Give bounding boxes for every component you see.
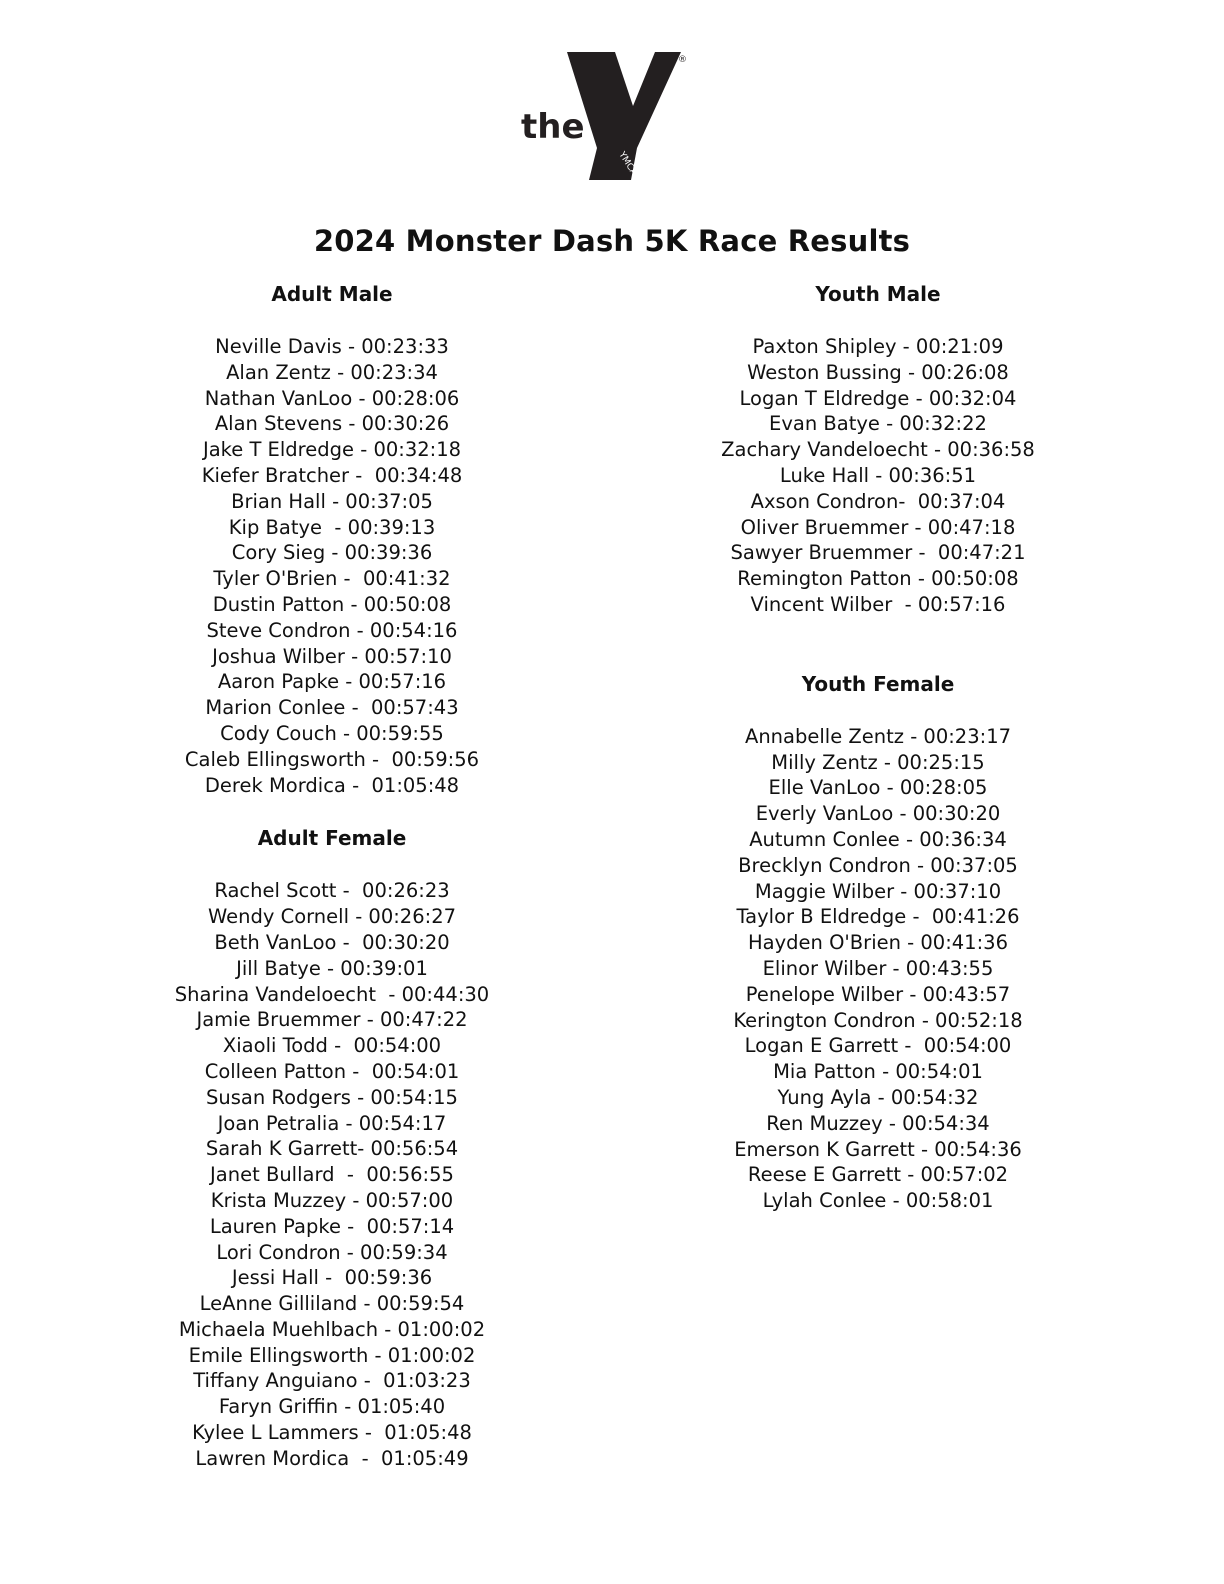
result-entry: Susan Rodgers - 00:54:15 — [206, 1085, 458, 1109]
result-entry: Xiaoli Todd - 00:54:00 — [222, 1034, 442, 1058]
logo-word-the: the — [521, 107, 585, 147]
result-entry: Hayden O'Brien - 00:41:36 — [748, 931, 1008, 955]
result-entry: Maggie Wilber - 00:37:10 — [754, 879, 1002, 903]
result-entry: Kerington Condron - 00:52:18 — [733, 1008, 1023, 1032]
result-entry: Weston Bussing - 00:26:08 — [747, 360, 1009, 384]
result-entry: Reese E Garrett - 00:57:02 — [747, 1163, 1009, 1187]
result-entry: Sharina Vandeloecht - 00:44:30 — [174, 982, 490, 1006]
adult-male-heading: Adult Male — [271, 282, 393, 306]
result-entry: Janet Bullard - 00:56:55 — [210, 1163, 454, 1187]
result-entry: Paxton Shipley - 00:21:09 — [752, 335, 1004, 358]
result-entry: Emerson K Garrett - 00:54:36 — [734, 1137, 1022, 1161]
result-entry: Jake T Eldredge - 00:32:18 — [202, 438, 462, 462]
result-entry: Tiffany Anguiano - 01:03:23 — [193, 1369, 471, 1393]
result-entry: Joan Petralia - 00:54:17 — [217, 1111, 447, 1135]
result-entry: Rachel Scott - 00:26:23 — [214, 879, 450, 903]
result-entry: Lori Condron - 00:59:34 — [216, 1240, 448, 1264]
result-entry: Krista Muzzey - 00:57:00 — [210, 1188, 454, 1212]
logo-ymca-text: YMCA — [616, 150, 639, 178]
result-entry: Luke Hall - 00:36:51 — [779, 463, 977, 487]
adult-female-heading: Adult Female — [257, 826, 407, 851]
ymca-y-mark — [515, 50, 705, 190]
result-entry: Jill Batye - 00:39:01 — [236, 956, 428, 980]
result-entry: Taylor B Eldredge - 00:41:26 — [736, 905, 1020, 929]
result-entry: Colleen Patton - 00:54:01 — [204, 1059, 460, 1083]
result-entry: Sawyer Bruemmer - 00:47:21 — [730, 541, 1026, 565]
result-entry: Yung Ayla - 00:54:32 — [777, 1085, 979, 1109]
result-entry: Brecklyn Condron - 00:37:05 — [738, 853, 1018, 877]
result-entry: Neville Davis - 00:23:33 — [215, 335, 449, 358]
result-entry: Beth VanLoo - 00:30:20 — [214, 930, 450, 954]
result-entry: Ren Muzzey - 00:54:34 — [766, 1111, 990, 1135]
result-entry: Kiefer Bratcher - 00:34:48 — [201, 463, 463, 487]
result-entry: Faryn Griffin - 01:05:40 — [218, 1395, 446, 1419]
result-entry: Evan Batye - 00:32:22 — [769, 412, 987, 436]
result-entry: Tyler O'Brien - 00:41:32 — [213, 567, 451, 591]
result-entry: Wendy Cornell - 00:26:27 — [207, 905, 457, 929]
result-entry: Penelope Wilber - 00:43:57 — [745, 982, 1011, 1006]
result-entry: Annabelle Zentz - 00:23:17 — [744, 724, 1012, 748]
result-entry: Autumn Conlee - 00:36:34 — [749, 827, 1007, 851]
result-entry: Marion Conlee - 00:57:43 — [205, 696, 459, 720]
result-entry: Brian Hall - 00:37:05 — [231, 489, 433, 513]
result-entry: Elinor Wilber - 00:43:55 — [762, 956, 994, 980]
result-entry: Mia Patton - 00:54:01 — [773, 1060, 983, 1084]
left-column — [132, 280, 532, 1472]
result-entry: Jamie Bruemmer - 00:47:22 — [196, 1008, 468, 1032]
youth-female-results — [678, 724, 1078, 1214]
result-entry: Cody Couch - 00:59:55 — [220, 721, 444, 745]
result-entry: Alan Stevens - 00:30:26 — [214, 412, 450, 436]
result-entry: Nathan VanLoo - 00:28:06 — [204, 386, 460, 410]
result-entry: Alan Zentz - 00:23:34 — [226, 360, 438, 384]
adult-female-results — [132, 878, 532, 1471]
page-title: 2024 Monster Dash 5K Race Results — [313, 224, 911, 258]
result-entry: Sarah K Garrett- 00:56:54 — [205, 1137, 459, 1161]
youth-male-heading: Youth Male — [815, 282, 941, 306]
result-entry: Aaron Papke - 00:57:16 — [217, 670, 447, 694]
result-entry: Axson Condron- 00:37:04 — [750, 489, 1006, 513]
ymca-logo — [515, 50, 705, 190]
result-entry: Elle VanLoo - 00:28:05 — [768, 776, 988, 800]
result-entry: Everly VanLoo - 00:30:20 — [755, 802, 1001, 826]
result-entry: Milly Zentz - 00:25:15 — [771, 750, 985, 774]
result-entry: Kylee L Lammers - 01:05:48 — [192, 1421, 472, 1445]
result-entry: Steve Condron - 00:54:16 — [206, 618, 458, 642]
result-entry: Lauren Papke - 00:57:14 — [209, 1214, 455, 1238]
result-entry: Derek Mordica - 01:05:48 — [204, 773, 460, 797]
result-entry: Logan E Garrett - 00:54:00 — [744, 1034, 1012, 1058]
result-entry: Oliver Bruemmer - 00:47:18 — [740, 515, 1016, 539]
youth-male-results — [678, 334, 1078, 618]
result-entry: Jessi Hall - 00:59:36 — [231, 1266, 433, 1290]
result-entry: LeAnne Gilliland - 00:59:54 — [199, 1292, 465, 1316]
adult-male-results — [132, 334, 532, 798]
result-entry: Cory Sieg - 00:39:36 — [231, 541, 433, 565]
result-entry: Kip Batye - 00:39:13 — [228, 515, 436, 539]
right-column — [678, 280, 1078, 1214]
youth-female-heading: Youth Female — [801, 671, 955, 696]
result-entry: Caleb Ellingsworth - 00:59:56 — [184, 747, 480, 771]
result-entry: Remington Patton - 00:50:08 — [737, 567, 1019, 591]
logo-registered-mark: ® — [678, 55, 687, 65]
result-entry: Lylah Conlee - 00:58:01 — [762, 1189, 994, 1213]
result-entry: Joshua Wilber - 00:57:10 — [212, 644, 452, 668]
result-entry: Zachary Vandeloecht - 00:36:58 — [721, 438, 1035, 462]
result-entry: Emile Ellingsworth - 01:00:02 — [188, 1343, 476, 1367]
result-entry: Logan T Eldredge - 00:32:04 — [739, 386, 1017, 410]
result-entry: Dustin Patton - 00:50:08 — [212, 592, 452, 616]
result-entry: Lawren Mordica - 01:05:49 — [195, 1446, 469, 1470]
result-entry: Vincent Wilber - 00:57:16 — [750, 592, 1006, 616]
result-entry: Michaela Muehlbach - 01:00:02 — [178, 1317, 486, 1341]
